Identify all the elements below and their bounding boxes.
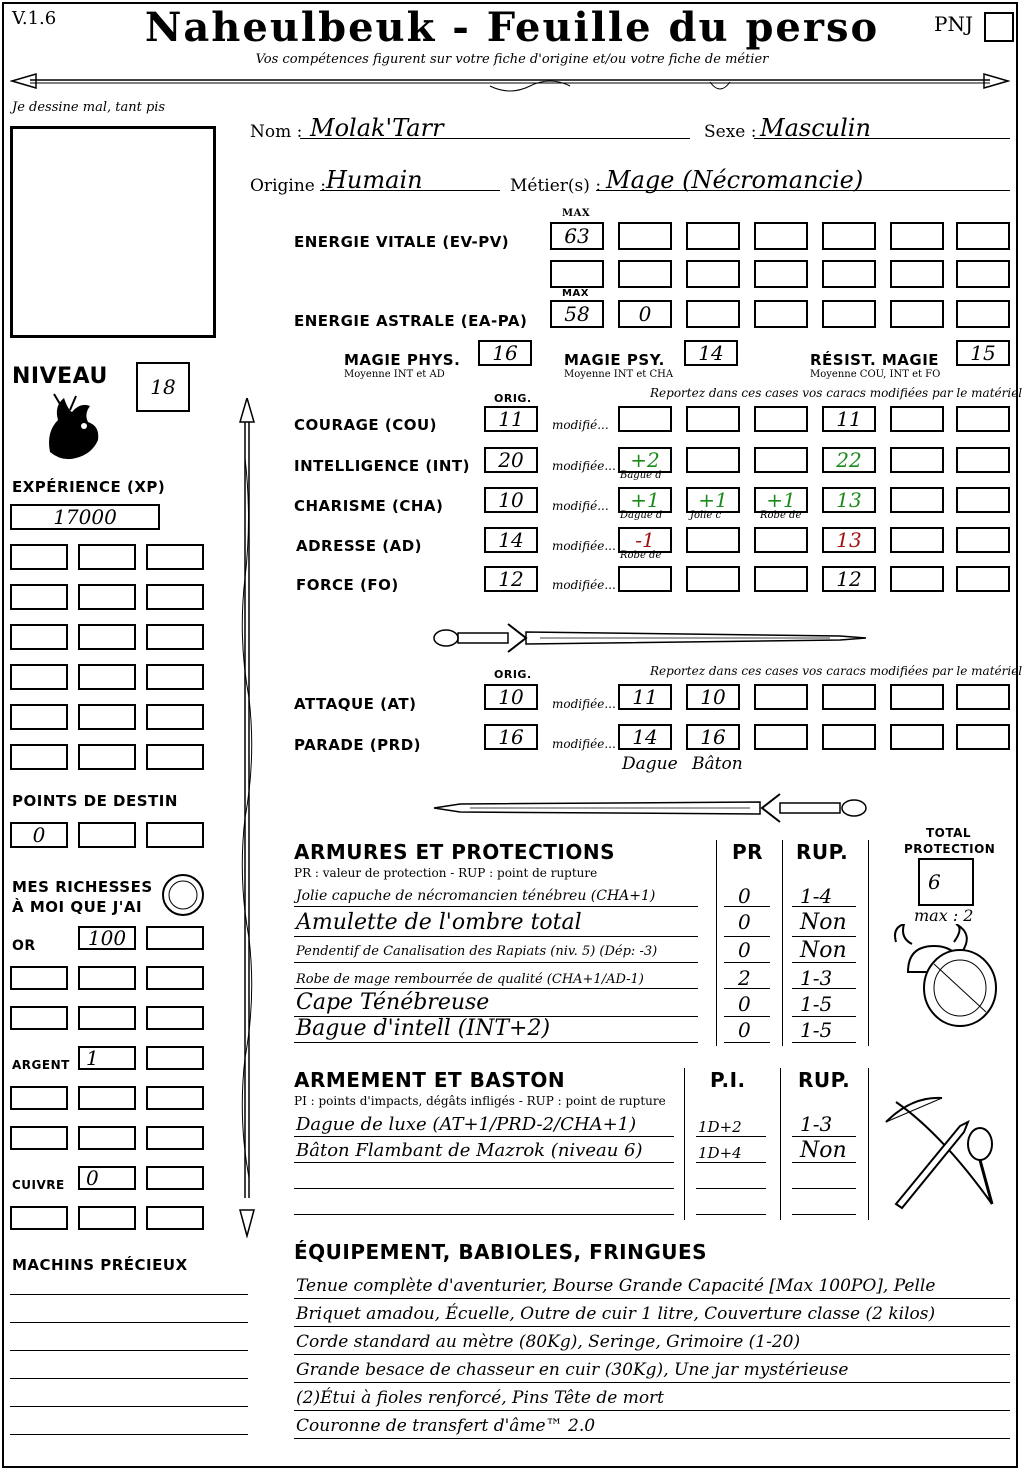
- armor-row-line: [724, 988, 770, 989]
- combat-orig-label: ORIG.: [494, 668, 532, 681]
- prd-baton-box[interactable]: 16: [686, 724, 740, 750]
- nom-value[interactable]: Molak'Tarr: [310, 114, 444, 142]
- cou-mod-box[interactable]: [754, 406, 808, 432]
- ad-mod-box[interactable]: [754, 527, 808, 553]
- portrait-box[interactable]: [10, 126, 216, 338]
- cou-mod-box[interactable]: [686, 406, 740, 432]
- ad-mod-note: Robe de: [620, 550, 662, 561]
- armor-item-rup[interactable]: 1-4: [800, 884, 833, 908]
- ea-current-box[interactable]: 0: [618, 300, 672, 328]
- dague-column-label: Dague: [622, 754, 678, 774]
- weapon-row-line[interactable]: [792, 1214, 856, 1215]
- ev-box[interactable]: [822, 260, 876, 288]
- total-label: TOTAL: [926, 826, 972, 840]
- ev-box[interactable]: [550, 260, 604, 288]
- fo-label: FORCE (FO): [296, 576, 399, 594]
- ev-box[interactable]: [686, 260, 740, 288]
- weapon-row-line: [294, 1162, 674, 1163]
- ea-label: ENERGIE ASTRALE (EA-PA): [294, 312, 528, 330]
- equipment-line[interactable]: Couronne de transfert d'âme™ 2.0: [296, 1416, 596, 1436]
- at-dague-box[interactable]: 11: [618, 684, 672, 710]
- magie-psy-label: MAGIE PSY.: [564, 351, 665, 369]
- pnj-checkbox[interactable]: [984, 12, 1014, 42]
- xp-cell[interactable]: [146, 584, 204, 610]
- machins-label: MACHINS PRÉCIEUX: [12, 1256, 188, 1274]
- cuivre-label: CUIVRE: [12, 1178, 65, 1192]
- niveau-label: NIVEAU: [12, 364, 108, 389]
- weapons-rup-label: RUP.: [798, 1068, 851, 1092]
- int-mod-box[interactable]: [754, 447, 808, 473]
- fo-mod-box[interactable]: [618, 566, 672, 592]
- xp-cell[interactable]: [78, 624, 136, 650]
- page-title: Naheulbeuk - Feuille du perso: [144, 4, 880, 51]
- xp-cell[interactable]: [146, 704, 204, 730]
- armor-item-name[interactable]: Amulette de l'ombre total: [296, 910, 582, 935]
- armor-row-line: [724, 936, 770, 937]
- machins-line[interactable]: [10, 1406, 248, 1407]
- cou-mod-label: modifié...: [552, 418, 609, 432]
- machins-line[interactable]: [10, 1350, 248, 1351]
- or-cell[interactable]: [78, 966, 136, 990]
- armor-divider: [716, 840, 717, 1046]
- or-box[interactable]: 100: [78, 926, 136, 950]
- richesses-label-2: À MOI QUE J'AI: [12, 898, 143, 916]
- niveau-box[interactable]: 18: [136, 362, 190, 412]
- xp-cell[interactable]: [10, 744, 68, 770]
- destin-cell[interactable]: [78, 822, 136, 848]
- prd-mod-label: modifiée...: [552, 737, 616, 751]
- protection-label: PROTECTION: [904, 842, 996, 856]
- cha-mod-note: Robe de: [760, 510, 802, 521]
- argent-cell[interactable]: [78, 1086, 136, 1110]
- ev-box[interactable]: [686, 222, 740, 250]
- destin-cell[interactable]: [146, 822, 204, 848]
- ev-max-label: MAX: [562, 208, 591, 219]
- int-orig-box[interactable]: 20: [484, 447, 538, 473]
- cou-final-box[interactable]: 11: [822, 406, 876, 432]
- equipment-rule: [294, 1410, 1010, 1411]
- ev-box[interactable]: [754, 222, 808, 250]
- weapon-row-line[interactable]: [294, 1188, 674, 1189]
- weapons-divider: [780, 1068, 781, 1220]
- magie-phys-box[interactable]: 16: [478, 340, 532, 366]
- armor-row-line: [724, 1016, 770, 1017]
- cha-label: CHARISME (CHA): [294, 497, 444, 515]
- equipment-rule: [294, 1382, 1010, 1383]
- ea-max-box[interactable]: 58: [550, 300, 604, 328]
- fo-mod-box[interactable]: [754, 566, 808, 592]
- magie-phys-label: MAGIE PHYS.: [344, 351, 461, 369]
- equipment-line[interactable]: Corde standard au mètre (80Kg), Seringe, Grimoire (1-20): [296, 1332, 801, 1352]
- ad-final-box[interactable]: 13: [822, 527, 876, 553]
- ad-mod-box[interactable]: [890, 527, 944, 553]
- prd-orig-box[interactable]: 16: [484, 724, 538, 750]
- richesses-label: MES RICHESSES: [12, 878, 153, 896]
- int-mod-note: Bague d: [620, 470, 662, 481]
- armor-item-name[interactable]: Pendentif de Canalisation des Rapiats (niv. 5) (Dép: -3): [296, 944, 658, 959]
- ev-box[interactable]: [890, 260, 944, 288]
- helmet-shield-icon: [890, 924, 1004, 1032]
- xp-cell[interactable]: [78, 704, 136, 730]
- int-mod-box[interactable]: +2: [618, 447, 672, 473]
- argent-label: ARGENT: [12, 1058, 70, 1072]
- armor-rup-label: RUP.: [796, 840, 849, 864]
- int-mod-box[interactable]: [956, 447, 1010, 473]
- armor-item-pr[interactable]: 0: [738, 910, 751, 934]
- portrait-caption: Je dessine mal, tant pis: [12, 100, 166, 115]
- cou-mod-box[interactable]: [890, 406, 944, 432]
- cha-mod-box[interactable]: +1: [686, 487, 740, 513]
- armor-row-line: [724, 1042, 770, 1043]
- xp-cell[interactable]: [10, 704, 68, 730]
- armor-row-line: [792, 962, 856, 963]
- cha-mod-box[interactable]: [890, 487, 944, 513]
- sexe-line: [754, 138, 1010, 139]
- prd-mod-box[interactable]: [890, 724, 944, 750]
- ev-max-box[interactable]: 63: [550, 222, 604, 250]
- equipment-line[interactable]: Briquet amadou, Écuelle, Outre de cuir 1 litre, Couverture classe (2 kilos): [296, 1304, 936, 1324]
- ev-box[interactable]: [890, 222, 944, 250]
- int-final-box[interactable]: 22: [822, 447, 876, 473]
- fo-mod-label: modifiée...: [552, 578, 616, 592]
- weapon-row-line: [792, 1162, 856, 1163]
- weapon-row-line: [294, 1136, 674, 1137]
- cuivre-cell[interactable]: [78, 1206, 136, 1230]
- armor-title: ARMURES ET PROTECTIONS: [294, 840, 615, 864]
- ea-box[interactable]: [754, 300, 808, 328]
- argent-box[interactable]: 1: [78, 1046, 136, 1070]
- equipment-rule: [294, 1354, 1010, 1355]
- weapon-row-line: [792, 1136, 856, 1137]
- argent-cell[interactable]: [146, 1126, 204, 1150]
- argent-cell[interactable]: [78, 1126, 136, 1150]
- equipment-rule: [294, 1326, 1010, 1327]
- fo-orig-box[interactable]: 12: [484, 566, 538, 592]
- armor-row-line: [294, 936, 698, 937]
- weapons-subtitle: PI : points d'impacts, dégâts infligés - RUP : point de rupture: [294, 1094, 666, 1108]
- version-label: V.1.6: [12, 8, 57, 29]
- int-mod-label: modifiée...: [552, 459, 616, 473]
- or-cell[interactable]: [146, 966, 204, 990]
- magie-psy-box[interactable]: 14: [684, 340, 738, 366]
- or-label: OR: [12, 938, 36, 954]
- weapon-item-name[interactable]: Bâton Flambant de Mazrok (niveau 6): [296, 1140, 643, 1161]
- metier-line: [596, 190, 1010, 191]
- machins-line[interactable]: [10, 1434, 248, 1435]
- argent-cell[interactable]: [10, 1126, 68, 1150]
- armor-divider: [782, 840, 783, 1046]
- ev-label: ENERGIE VITALE (EV-PV): [294, 233, 510, 251]
- dragon-icon: [40, 392, 104, 464]
- max-note: max : 2: [914, 906, 974, 925]
- or-cell[interactable]: [146, 926, 204, 950]
- cou-orig-box[interactable]: 11: [484, 406, 538, 432]
- weapons-title: ARMEMENT ET BASTON: [294, 1068, 566, 1092]
- armor-item-pr[interactable]: 0: [738, 992, 751, 1016]
- ev-box[interactable]: [754, 260, 808, 288]
- xp-cell[interactable]: [10, 584, 68, 610]
- armor-item-name[interactable]: Bague d'intell (INT+2): [296, 1016, 551, 1041]
- machins-line[interactable]: [10, 1378, 248, 1379]
- spear-divider-icon: [10, 66, 1010, 96]
- destin-label: POINTS DE DESTIN: [12, 792, 178, 810]
- at-mod-label: modifiée...: [552, 697, 616, 711]
- weapons-icon: [882, 1094, 1004, 1214]
- ad-orig-box[interactable]: 14: [484, 527, 538, 553]
- armor-item-rup[interactable]: 1-3: [800, 966, 833, 990]
- armor-row-line: [792, 988, 856, 989]
- fo-mod-box[interactable]: [890, 566, 944, 592]
- stats-orig-label: ORIG.: [494, 392, 532, 405]
- baton-column-label: Bâton: [692, 754, 743, 774]
- xp-cell[interactable]: [146, 664, 204, 690]
- weapon-row-line: [696, 1162, 766, 1163]
- at-mod-box[interactable]: [890, 684, 944, 710]
- armor-row-line: [792, 936, 856, 937]
- argent-cell[interactable]: [146, 1086, 204, 1110]
- int-mod-box[interactable]: [686, 447, 740, 473]
- at-mod-box[interactable]: [956, 684, 1010, 710]
- total-protection-box[interactable]: 6: [918, 858, 974, 906]
- weapon-row-line: [696, 1136, 766, 1137]
- armor-item-rup[interactable]: 1-5: [800, 1018, 833, 1042]
- ad-mod-box[interactable]: [686, 527, 740, 553]
- equipment-rule: [294, 1438, 1010, 1439]
- sexe-value[interactable]: Masculin: [760, 114, 871, 142]
- resist-magie-box[interactable]: 15: [956, 340, 1010, 366]
- armor-item-pr[interactable]: 0: [738, 884, 751, 908]
- armor-item-rup[interactable]: Non: [800, 938, 847, 963]
- armor-row-line: [724, 962, 770, 963]
- metier-value[interactable]: Mage (Nécromancie): [606, 166, 864, 194]
- origine-label: Origine :: [250, 176, 326, 196]
- equipment-line[interactable]: (2)Étui à fioles renforcé, Pins Tête de mort: [296, 1388, 665, 1408]
- prd-mod-box[interactable]: [754, 724, 808, 750]
- xp-box[interactable]: 17000: [10, 504, 160, 530]
- cou-mod-box[interactable]: [618, 406, 672, 432]
- armor-item-pr[interactable]: 0: [738, 1018, 751, 1042]
- weapon-item-pi[interactable]: 1D+4: [698, 1144, 742, 1162]
- prd-mod-box[interactable]: [822, 724, 876, 750]
- xp-cell[interactable]: [10, 544, 68, 570]
- weapons-divider: [684, 1068, 685, 1220]
- machins-line[interactable]: [10, 1294, 248, 1295]
- xp-cell[interactable]: [146, 544, 204, 570]
- weapon-row-line[interactable]: [696, 1214, 766, 1215]
- armor-row-line: [294, 962, 698, 963]
- at-mod-box[interactable]: [754, 684, 808, 710]
- xp-cell[interactable]: [78, 744, 136, 770]
- fo-final-box[interactable]: 12: [822, 566, 876, 592]
- cuivre-cell[interactable]: [10, 1206, 68, 1230]
- ev-box[interactable]: [618, 222, 672, 250]
- weapon-item-name[interactable]: Dague de luxe (AT+1/PRD-2/CHA+1): [296, 1114, 637, 1135]
- weapon-row-line[interactable]: [294, 1214, 674, 1215]
- armor-row-line: [792, 906, 856, 907]
- ad-mod-box[interactable]: -1: [618, 527, 672, 553]
- at-orig-box[interactable]: 10: [484, 684, 538, 710]
- armor-item-name[interactable]: Cape Ténébreuse: [296, 990, 490, 1015]
- weapon-row-line[interactable]: [696, 1188, 766, 1189]
- xp-cell[interactable]: [10, 664, 68, 690]
- equipment-title: ÉQUIPEMENT, BABIOLES, FRINGUES: [294, 1240, 708, 1264]
- xp-cell[interactable]: [146, 744, 204, 770]
- cha-final-box[interactable]: 13: [822, 487, 876, 513]
- metier-label: Métier(s) :: [510, 176, 602, 196]
- resist-magie-note: Moyenne COU, INT et FO: [810, 369, 941, 380]
- cuivre-box[interactable]: 0: [78, 1166, 136, 1190]
- armor-subtitle: PR : valeur de protection - RUP : point de rupture: [294, 866, 598, 880]
- ev-box[interactable]: [956, 222, 1010, 250]
- spear-icon: [232, 398, 262, 1238]
- weapon-row-line[interactable]: [792, 1188, 856, 1189]
- nom-line: [300, 138, 690, 139]
- prd-dague-box[interactable]: 14: [618, 724, 672, 750]
- pnj-label: PNJ: [934, 12, 973, 36]
- cha-mod-note: Jolie c: [690, 510, 722, 521]
- stats-note: Reportez dans ces cases vos caracs modifiées par le matériel: [650, 386, 1023, 400]
- armor-item-rup[interactable]: 1-5: [800, 992, 833, 1016]
- fo-mod-box[interactable]: [956, 566, 1010, 592]
- combat-note: Reportez dans ces cases vos caracs modifiées par le matériel: [650, 664, 1023, 678]
- cuivre-cell[interactable]: [146, 1206, 204, 1230]
- nom-label: Nom :: [250, 122, 303, 142]
- equipment-line[interactable]: Grande besace de chasseur en cuir (30Kg), Une jar mystérieuse: [296, 1360, 849, 1380]
- ea-max-label: MAX: [562, 288, 589, 299]
- at-mod-box[interactable]: [822, 684, 876, 710]
- cha-mod-box[interactable]: [956, 487, 1010, 513]
- armor-row-line: [294, 988, 698, 989]
- weapon-item-rup[interactable]: Non: [800, 1138, 847, 1163]
- ad-mod-label: modifiée...: [552, 539, 616, 553]
- sword-icon: [430, 790, 870, 826]
- cha-orig-box[interactable]: 10: [484, 487, 538, 513]
- argent-cell[interactable]: [10, 1086, 68, 1110]
- ad-label: ADRESSE (AD): [296, 537, 423, 555]
- weapon-item-pi[interactable]: 1D+2: [698, 1118, 742, 1136]
- equipment-rule: [294, 1298, 1010, 1299]
- armor-divider: [868, 840, 869, 1046]
- equipment-line[interactable]: Tenue complète d'aventurier, Bourse Grande Capacité [Max 100PO], Pelle: [296, 1276, 936, 1296]
- or-cell[interactable]: [78, 1006, 136, 1030]
- xp-label: EXPÉRIENCE (XP): [12, 478, 166, 496]
- xp-cell[interactable]: [10, 624, 68, 650]
- origine-value[interactable]: Humain: [326, 166, 423, 194]
- cou-label: COURAGE (COU): [294, 416, 438, 434]
- ev-box[interactable]: [822, 222, 876, 250]
- coin-icon: [160, 872, 206, 918]
- int-label: INTELLIGENCE (INT): [294, 457, 470, 475]
- armor-item-pr[interactable]: 0: [738, 938, 751, 962]
- destin-box[interactable]: 0: [10, 822, 68, 848]
- or-cell[interactable]: [10, 966, 68, 990]
- cha-mod-box[interactable]: +1: [618, 487, 672, 513]
- armor-row-line: [724, 906, 770, 907]
- armor-item-name[interactable]: Jolie capuche de nécromancien ténébreu (CHA+1): [296, 888, 656, 904]
- ea-box[interactable]: [956, 300, 1010, 328]
- ev-box[interactable]: [618, 260, 672, 288]
- armor-item-pr[interactable]: 2: [738, 966, 751, 990]
- or-cell[interactable]: [10, 1006, 68, 1030]
- xp-cell[interactable]: [78, 664, 136, 690]
- fo-mod-box[interactable]: [686, 566, 740, 592]
- xp-cell[interactable]: [78, 544, 136, 570]
- magie-psy-note: Moyenne INT et CHA: [564, 369, 674, 380]
- or-cell[interactable]: [146, 1006, 204, 1030]
- prd-mod-box[interactable]: [956, 724, 1010, 750]
- origine-line: [320, 190, 500, 191]
- weapon-item-rup[interactable]: 1-3: [800, 1112, 833, 1136]
- armor-row-line: [792, 1016, 856, 1017]
- weapons-pi-label: P.I.: [710, 1068, 746, 1092]
- sexe-label: Sexe :: [704, 122, 757, 142]
- ev-box[interactable]: [956, 260, 1010, 288]
- int-mod-box[interactable]: [890, 447, 944, 473]
- resist-magie-label: RÉSIST. MAGIE: [810, 351, 940, 369]
- magie-phys-note: Moyenne INT et AD: [344, 369, 445, 380]
- armor-item-rup[interactable]: Non: [800, 910, 847, 935]
- sword-icon: [430, 620, 870, 656]
- at-baton-box[interactable]: 10: [686, 684, 740, 710]
- cha-mod-note: Dague d: [620, 510, 663, 521]
- cha-mod-box[interactable]: +1: [754, 487, 808, 513]
- ea-box[interactable]: [686, 300, 740, 328]
- armor-pr-label: PR: [732, 840, 764, 864]
- ea-box[interactable]: [822, 300, 876, 328]
- armor-row-line: [294, 906, 698, 907]
- armor-row-line: [792, 1042, 856, 1043]
- machins-line[interactable]: [10, 1322, 248, 1323]
- xp-cell[interactable]: [78, 584, 136, 610]
- cou-mod-box[interactable]: [956, 406, 1010, 432]
- armor-item-name[interactable]: Robe de mage rembourrée de qualité (CHA+1/AD-1): [296, 972, 644, 987]
- page-subtitle: Vos compétences figurent sur votre fiche d'origine et/ou votre fiche de métier: [255, 52, 769, 67]
- ea-box[interactable]: [890, 300, 944, 328]
- armor-row-line: [294, 1042, 698, 1043]
- cuivre-cell[interactable]: [146, 1166, 204, 1190]
- xp-cell[interactable]: [146, 624, 204, 650]
- weapons-divider: [868, 1068, 869, 1220]
- cha-mod-label: modifié...: [552, 499, 609, 513]
- ad-mod-box[interactable]: [956, 527, 1010, 553]
- argent-cell[interactable]: [146, 1046, 204, 1070]
- prd-label: PARADE (PRD): [294, 736, 422, 754]
- at-label: ATTAQUE (AT): [294, 695, 417, 713]
